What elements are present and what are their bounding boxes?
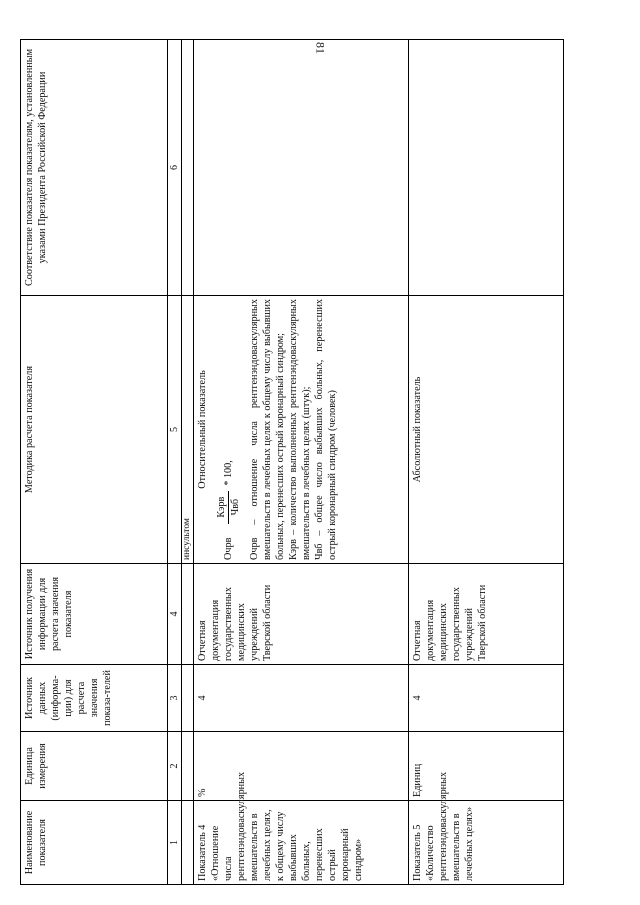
indicators-table bbox=[20, 39, 564, 885]
indicator-4-method bbox=[194, 296, 409, 564]
header-info-source: Источник получения информации для расчета значения показателя bbox=[21, 564, 168, 665]
column-number-row bbox=[168, 40, 182, 885]
indicator-5-info-source: Отчетная документация медицинских государственных учреждений Тверской области bbox=[409, 564, 564, 665]
header-unit: Единица измерения bbox=[21, 732, 168, 801]
header-compliance: Соответствие показателя показателям, установленным указами Президента Российской Федерации bbox=[21, 40, 168, 296]
method-title: Относительный показатель bbox=[197, 370, 208, 489]
col-number: 5 bbox=[168, 296, 182, 564]
col-number: 2 bbox=[168, 732, 182, 801]
indicator-4-info-source: Отчетная документация государственных медицинских учреждений Тверской области bbox=[194, 564, 409, 665]
indicator-5-data-source: 4 bbox=[409, 665, 564, 732]
indicator-5-name: Показатель 5 «Количество рентгенэндоваскулярных вмешательств в лечебных целях» bbox=[409, 801, 564, 885]
definition-ochrv: Очрв – отношение числа рентгенэндоваскулярных вмешательств в лечебных целях к общему числу выбывших больных, перенесших острый коронарный синдром; bbox=[249, 299, 286, 560]
header-name: Наименование показателя bbox=[21, 801, 168, 885]
col-number: 3 bbox=[168, 665, 182, 732]
table-row-indicator-5 bbox=[409, 40, 564, 885]
indicator-5-compliance bbox=[409, 40, 564, 296]
definition-chvb: Чвб – общее число выбывших больных, перенесших острый коронарный синдром (человек) bbox=[314, 299, 338, 560]
col-number: 6 bbox=[168, 40, 182, 296]
formula-lhs: Очрв bbox=[223, 537, 234, 560]
indicator-5-unit: Единиц bbox=[409, 732, 564, 801]
indicator-4-data-source: 4 bbox=[194, 665, 409, 732]
continuation-row bbox=[182, 40, 194, 885]
header-row bbox=[21, 40, 168, 885]
col-number: 1 bbox=[168, 801, 182, 885]
formula-numerator: Кэрв bbox=[215, 491, 229, 524]
continuation-text: инсультом bbox=[182, 296, 194, 564]
col-number: 4 bbox=[168, 564, 182, 665]
formula bbox=[215, 299, 242, 560]
indicator-4-compliance bbox=[194, 40, 409, 296]
indicator-4-name: Показатель 4 «Отношение числа рентгенэндоваскулярных вмешательств в лечебных целях, к общему числу выбывших больных, перенесших острый коронарный синдром» bbox=[194, 801, 409, 885]
header-data-source: Источник данных (информа-ции) для расчета значения показа-телей bbox=[21, 665, 168, 732]
indicator-5-method: Абсолютный показатель bbox=[409, 296, 564, 564]
page-number: 81 bbox=[313, 42, 328, 54]
table-row-indicator-4 bbox=[194, 40, 409, 885]
header-method: Методика расчета показателя bbox=[21, 296, 168, 564]
indicator-4-unit: % bbox=[194, 732, 409, 801]
definition-kerv: Кэрв – количество выполненных рентгенэндоваскулярных вмешательств в лечебных целях (штук); bbox=[288, 299, 312, 560]
formula-denominator: Чвб bbox=[230, 498, 241, 516]
formula-multiplier: * 100, bbox=[223, 460, 234, 486]
rotated-table-sheet bbox=[20, 40, 620, 885]
formula-fraction bbox=[215, 491, 242, 524]
